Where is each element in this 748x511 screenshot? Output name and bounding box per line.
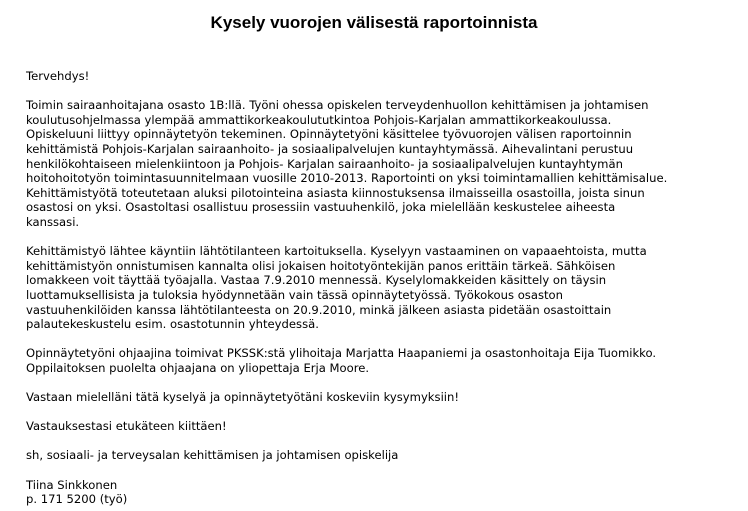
page-title: Kysely vuorojen välisestä raportoinnista xyxy=(210,13,538,32)
paragraph-survey-info: Kehittämistyö lähtee käyntiin lähtötilanteen kartoituksella. Kyselyyn vastaaminen on vapaaehtoista, mutta kehittämistyön onnistumisen kannalta olisi jokaisen hoitotyöntekijän panos erittäin tärkeä. Sähköisen lomakkeen voit täyttää työajalla. Vastaa 7.9.2010 mennessä. Kyselylomakkeiden käsittely on täysin luottamuksellisista ja tuloksia hyödynnetään vain tässä opinnäytetyössä. Työkokous osaston vastuuhenkilöiden kanssa lähtötilanteesta on 20.9.2010, minkä jälkeen asiasta pidetään osastoittain palautekeskustelu esim. osastotunnin yhteydessä. xyxy=(26,244,647,332)
letter-body xyxy=(26,69,726,507)
paragraph-thanks: Vastauksestasi etukäteen kiittäen! xyxy=(26,419,227,434)
paragraph-supervisors: Opinnäytetyöni ohjaajina toimivat PKSSK:stä ylihoitaja Marjatta Haapaniemi ja osastonhoitaja Eija Tuomikko. Oppilaitoksen puolelta ohjaajana on yliopettaja Erja Moore. xyxy=(26,346,657,375)
paragraph-questions: Vastaan mielelläni tätä kyselyä ja opinnäytetyötäni koskeviin kysymyksiin! xyxy=(26,390,460,405)
signature-name: Tiina Sinkkonen xyxy=(26,477,118,492)
paragraph-intro: Toimin sairaanhoitajana osasto 1B:llä. Työni ohessa opiskelen terveydenhuollon kehittämisen ja johtamisen koulutusohjelmassa ylempää ammattikorkeakoulututkintoa Pohjois-Karjalan ammattikorkeakoulussa. Opiskeluuni liittyy opinnäytetyön tekeminen. Opinnäytetyöni käsittelee työvuorojen välisen raportoinnin kehittämistä Pohjois-Karjalan sairaanhoito- ja sosiaalipalvelujen kuntayhtymässä. Aihevalintani perustuu henkilökohtaiseen mielenkiintoon ja Pohjois- Karjalan sairaanhoito- ja sosiaalipalvelujen kuntayhtymän hoitohoitotyön toimintasuunnitelmaan vuosille 2010-2013. Raportointi on yksi toimintamallien kehittämisalue. Kehittämistyötä toteutetaan aluksi pilotointeina asiasta kiinnostuksensa ilmaisseilla osastoilla, joista sinun osastosi on yksi. Osastoltasi osallistuu prosessiin vastuuhenkilö, joka mielellään keskustelee aiheesta kanssasi. xyxy=(26,98,668,229)
paragraph-role: sh, sosiaali- ja terveysalan kehittämisen ja johtamisen opiskelija xyxy=(26,448,399,463)
signature-phone: p. 171 5200 (työ) xyxy=(26,492,128,507)
greeting: Tervehdys! xyxy=(26,69,90,83)
